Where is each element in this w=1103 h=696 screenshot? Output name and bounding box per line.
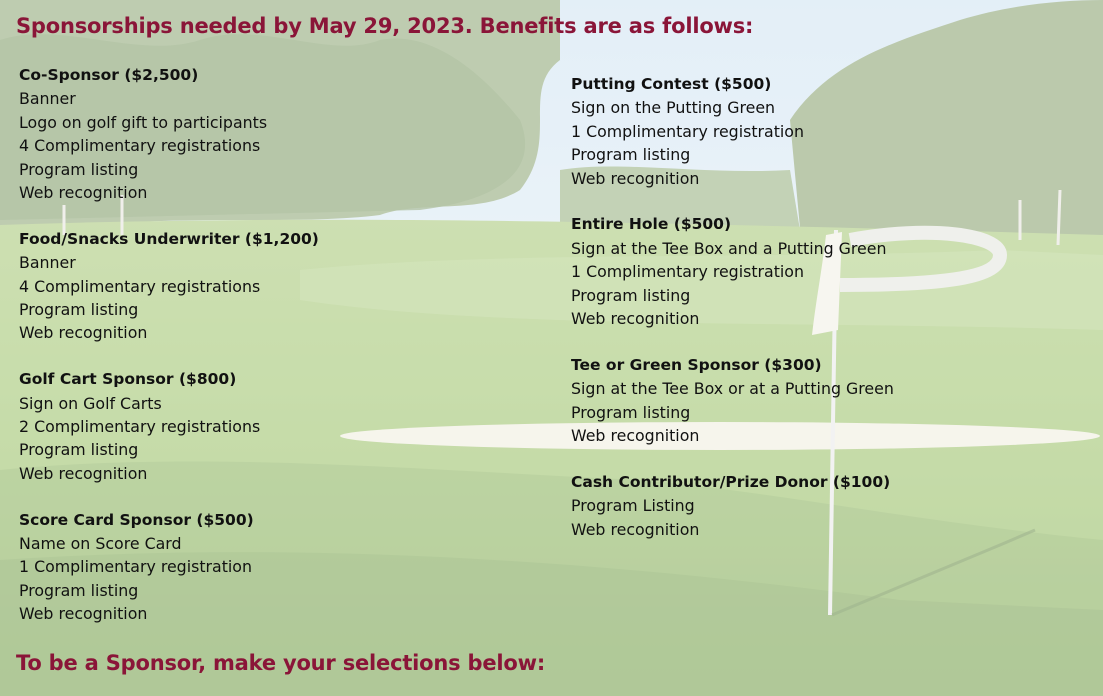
tier-golf-cart-sponsor bbox=[19, 368, 549, 485]
heading-make-selections: To be a Sponsor, make your selections below: bbox=[16, 651, 546, 675]
tier-name: Food/Snacks Underwriter ($1,200) bbox=[19, 229, 319, 248]
tier-co-sponsor bbox=[19, 64, 549, 204]
benefit-item: Web recognition bbox=[571, 426, 700, 446]
benefit-item: 2 Complimentary registrations bbox=[19, 417, 261, 437]
benefit-item: Web recognition bbox=[19, 463, 148, 483]
benefit-item: Web recognition bbox=[571, 519, 700, 539]
benefit-item: Sign at the Tee Box or at a Putting Green bbox=[571, 379, 894, 399]
benefit-item: Banner bbox=[19, 253, 76, 273]
benefit-item: Program listing bbox=[19, 440, 139, 460]
benefit-item: 4 Complimentary registrations bbox=[19, 276, 261, 296]
benefit-item: Web recognition bbox=[19, 604, 148, 624]
tier-food-snacks-underwriter bbox=[19, 228, 549, 345]
benefit-item: Banner bbox=[19, 89, 76, 109]
benefit-item: Program Listing bbox=[571, 496, 695, 516]
left-column bbox=[19, 64, 549, 649]
tier-name: Entire Hole ($500) bbox=[571, 215, 732, 234]
benefit-item: Program listing bbox=[19, 580, 139, 600]
benefit-item: Web recognition bbox=[19, 323, 148, 343]
benefit-item: Logo on golf gift to participants bbox=[19, 112, 268, 132]
benefit-item: Web recognition bbox=[571, 309, 700, 329]
benefit-item: Name on Score Card bbox=[19, 534, 182, 554]
benefit-item: Web recognition bbox=[571, 168, 700, 188]
benefit-item: 4 Complimentary registrations bbox=[19, 136, 261, 156]
benefit-item: Program listing bbox=[19, 300, 139, 320]
benefit-item: Web recognition bbox=[19, 183, 148, 203]
tier-name: Tee or Green Sponsor ($300) bbox=[571, 355, 822, 374]
tier-name: Golf Cart Sponsor ($800) bbox=[19, 370, 237, 389]
benefit-item: Program listing bbox=[571, 402, 691, 422]
tier-name: Cash Contributor/Prize Donor ($100) bbox=[571, 472, 891, 491]
tier-putting-contest bbox=[571, 73, 1101, 190]
tier-entire-hole bbox=[571, 213, 1101, 330]
tier-cash-contributor-prize-donor bbox=[571, 471, 1101, 541]
benefit-item: Sign on the Putting Green bbox=[571, 98, 776, 118]
right-column bbox=[571, 73, 1101, 564]
heading-sponsorship-deadline: Sponsorships needed by May 29, 2023. Benefits are as follows: bbox=[16, 14, 754, 38]
benefit-item: 1 Complimentary registration bbox=[571, 262, 804, 282]
benefit-item: Program listing bbox=[19, 159, 139, 179]
tier-score-card-sponsor bbox=[19, 509, 549, 626]
benefit-item: Sign at the Tee Box and a Putting Green bbox=[571, 238, 887, 258]
benefit-item: Program listing bbox=[571, 285, 691, 305]
benefit-item: 1 Complimentary registration bbox=[19, 557, 252, 577]
tier-name: Putting Contest ($500) bbox=[571, 75, 772, 93]
tier-tee-or-green-sponsor bbox=[571, 354, 1101, 448]
tier-name: Co-Sponsor ($2,500) bbox=[19, 66, 199, 84]
benefit-item: Sign on Golf Carts bbox=[19, 393, 162, 413]
tier-name: Score Card Sponsor ($500) bbox=[19, 510, 254, 529]
benefit-item: Program listing bbox=[571, 145, 691, 165]
benefit-item: 1 Complimentary registration bbox=[571, 121, 804, 141]
